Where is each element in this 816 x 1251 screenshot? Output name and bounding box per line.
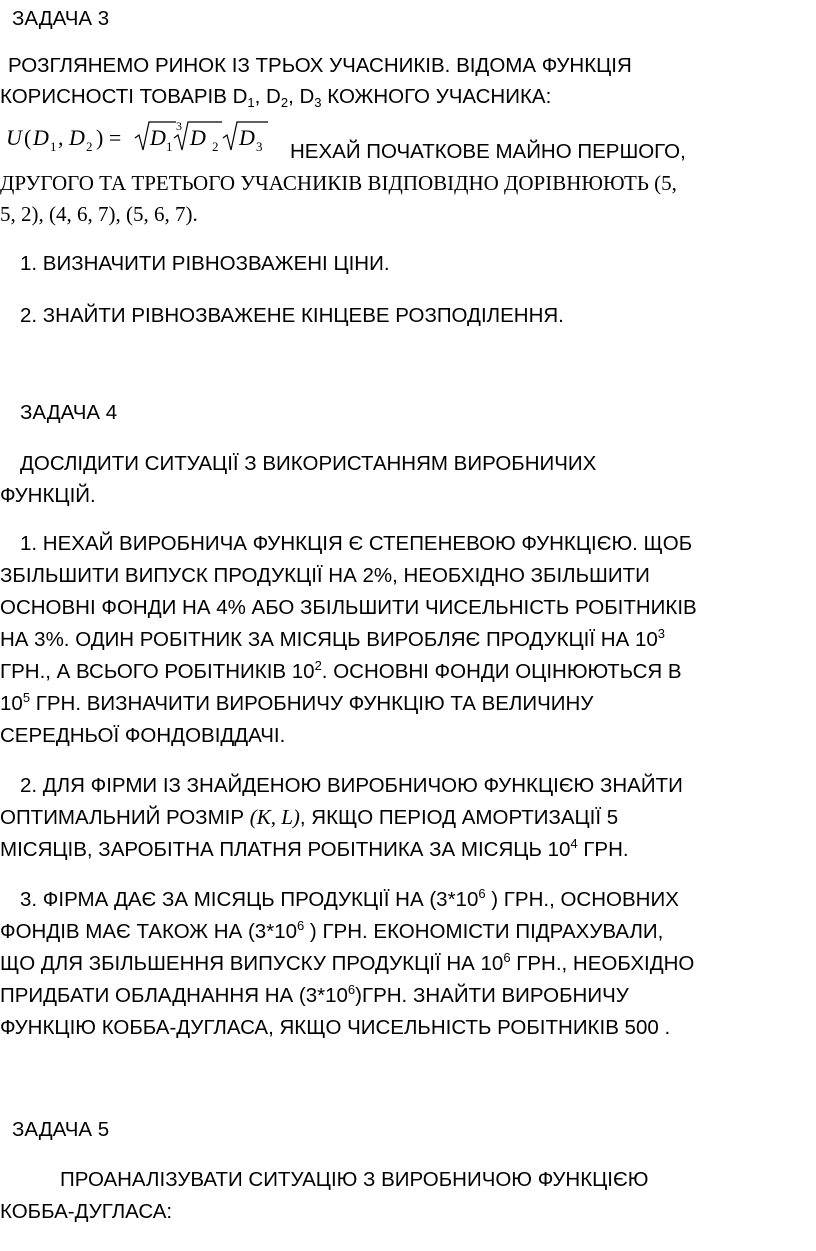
formula-D1: D bbox=[33, 125, 49, 150]
task3-intro-line2: КОРИСНОСТІ ТОВАРІВ $D_1$, $D_2$, $D_3$ КОЖНОГО УЧАСНИКА: bbox=[0, 85, 552, 110]
formula-D2: D bbox=[69, 125, 85, 150]
task3-line5: 5, 2), (4, 6, 7), (5, 6, 7). bbox=[0, 202, 198, 226]
task3-question-2: 2. ЗНАЙТИ РІВНОЗВАЖЕНЕ КІНЦЕВЕ РОЗПОДІЛЕННЯ. bbox=[20, 304, 564, 327]
task4-p3-line4: ПРИДБАТИ ОБЛАДНАННЯ НА $(3*10^6)ГРН$. ЗНАЙТИ ВИРОБНИЧУ bbox=[0, 982, 629, 1007]
cube-root-index: 3 bbox=[176, 119, 182, 133]
task4-p3-line5: ФУНКЦІЮ КОББА-ДУГЛАСА, ЯКЩО ЧИСЕЛЬНІСТЬ РОБІТНИКІВ 500 . bbox=[0, 1016, 671, 1039]
formula-D1-b: D bbox=[150, 125, 166, 150]
task4-p1-line6: $10^5$ ГРН. ВИЗНАЧИТИ ВИРОБНИЧУ ФУНКЦІЮ ТА ВЕЛИЧИНУ bbox=[0, 690, 594, 715]
task4-intro-line1: ДОСЛІДИТИ СИТУАЦІЇ З ВИКОРИСТАННЯМ ВИРОБНИЧИХ bbox=[20, 452, 597, 475]
task5-intro-line2: КОББА-ДУГЛАСА: bbox=[0, 1200, 173, 1223]
task3-after-formula: НЕХАЙ ПОЧАТКОВЕ МАЙНО ПЕРШОГО, bbox=[290, 140, 686, 163]
task4-intro-line2: ФУНКЦІЙ. bbox=[0, 484, 96, 507]
task4-p1-line7: СЕРЕДНЬОЇ ФОНДОВІДДАЧІ. bbox=[0, 724, 286, 747]
formula-sub3: 3 bbox=[256, 139, 263, 154]
task3-heading: ЗАДАЧА 3 bbox=[12, 7, 110, 30]
formula-sub2-b: 2 bbox=[212, 139, 219, 154]
task4-heading: ЗАДАЧА 4 bbox=[20, 401, 118, 424]
utility-formula-svg bbox=[4, 114, 284, 166]
task3-intro-line1: РОЗГЛЯНЕМО РИНОК ІЗ ТРЬОХ УЧАСНИКІВ. ВІДОМА ФУНКЦІЯ bbox=[8, 54, 632, 77]
formula-sub2: 2 bbox=[86, 139, 93, 154]
task4-p1-line2: ЗБІЛЬШИТИ ВИПУСК ПРОДУКЦІЇ НА 2%, НЕОБХІДНО ЗБІЛЬШИТИ bbox=[0, 564, 650, 587]
formula-rparen-eq: ) = bbox=[96, 125, 122, 150]
formula-lparen: ( bbox=[24, 125, 32, 150]
utility-formula bbox=[4, 114, 284, 166]
formula-D3: D bbox=[239, 125, 255, 150]
formula-U: U bbox=[6, 125, 22, 150]
task4-p2-line3: МІСЯЦІВ, ЗАРОБІТНА ПЛАТНЯ РОБІТНИКА ЗА МІСЯЦЬ $10^4$ ГРН. bbox=[0, 836, 629, 861]
task4-p3-line3: ЩО ДЛЯ ЗБІЛЬШЕННЯ ВИПУСКУ ПРОДУКЦІЇ НА $10^6$ ГРН., НЕОБХІДНО bbox=[0, 950, 695, 975]
formula-sub1: 1 bbox=[50, 139, 57, 154]
task4-p1-line5: ГРН., А ВСЬОГО РОБІТНИКІВ $10^2$. ОСНОВНІ ФОНДИ ОЦІНЮЮТЬСЯ В bbox=[0, 658, 682, 683]
task4-p1-line4: НА 3%. ОДИН РОБІТНИК ЗА МІСЯЦЬ ВИРОБЛЯЄ ПРОДУКЦІЇ НА $10^3$ bbox=[0, 626, 665, 651]
task3-question-1: 1. ВИЗНАЧИТИ РІВНОЗВАЖЕНІ ЦІНИ. bbox=[20, 252, 390, 275]
formula-sub1-b: 1 bbox=[166, 139, 173, 154]
task4-p3-line1: 3. ФІРМА ДАЄ ЗА МІСЯЦЬ ПРОДУКЦІЇ НА ($3*10^6$ ) ГРН., ОСНОВНИХ bbox=[20, 886, 679, 911]
task4-p1-line1: 1. НЕХАЙ ВИРОБНИЧА ФУНКЦІЯ Є СТЕПЕНЕВОЮ ФУНКЦІЄЮ. ЩОБ bbox=[20, 532, 693, 555]
formula-comma: , bbox=[58, 125, 64, 150]
task4-p2-line2: ОПТИМАЛЬНИЙ РОЗМІР (K, L), ЯКЩО ПЕРІОД АМОРТИЗАЦІЇ 5 bbox=[0, 805, 619, 829]
task5-heading: ЗАДАЧА 5 bbox=[12, 1118, 110, 1141]
formula-D2-b: D bbox=[190, 125, 206, 150]
task4-p2-line1: 2. ДЛЯ ФІРМИ ІЗ ЗНАЙДЕНОЮ ВИРОБНИЧОЮ ФУНКЦІЄЮ ЗНАЙТИ bbox=[20, 774, 683, 797]
task3-line4: ДРУГОГО ТА ТРЕТЬОГО УЧАСНИКІВ ВІДПОВІДНО ДОРІВНЮЮТЬ (5, bbox=[0, 171, 677, 195]
task4-p1-line3: ОСНОВНІ ФОНДИ НА 4% АБО ЗБІЛЬШИТИ ЧИСЕЛЬНІСТЬ РОБІТНИКІВ bbox=[0, 596, 697, 619]
task4-p3-line2: ФОНДІВ МАЄ ТАКОЖ НА ($3*10^6$ ) ГРН. ЕКОНОМІСТИ ПІДРАХУВАЛИ, bbox=[0, 918, 664, 943]
task5-intro-line1: ПРОАНАЛІЗУВАТИ СИТУАЦІЮ З ВИРОБНИЧОЮ ФУНКЦІЄЮ bbox=[60, 1168, 649, 1191]
